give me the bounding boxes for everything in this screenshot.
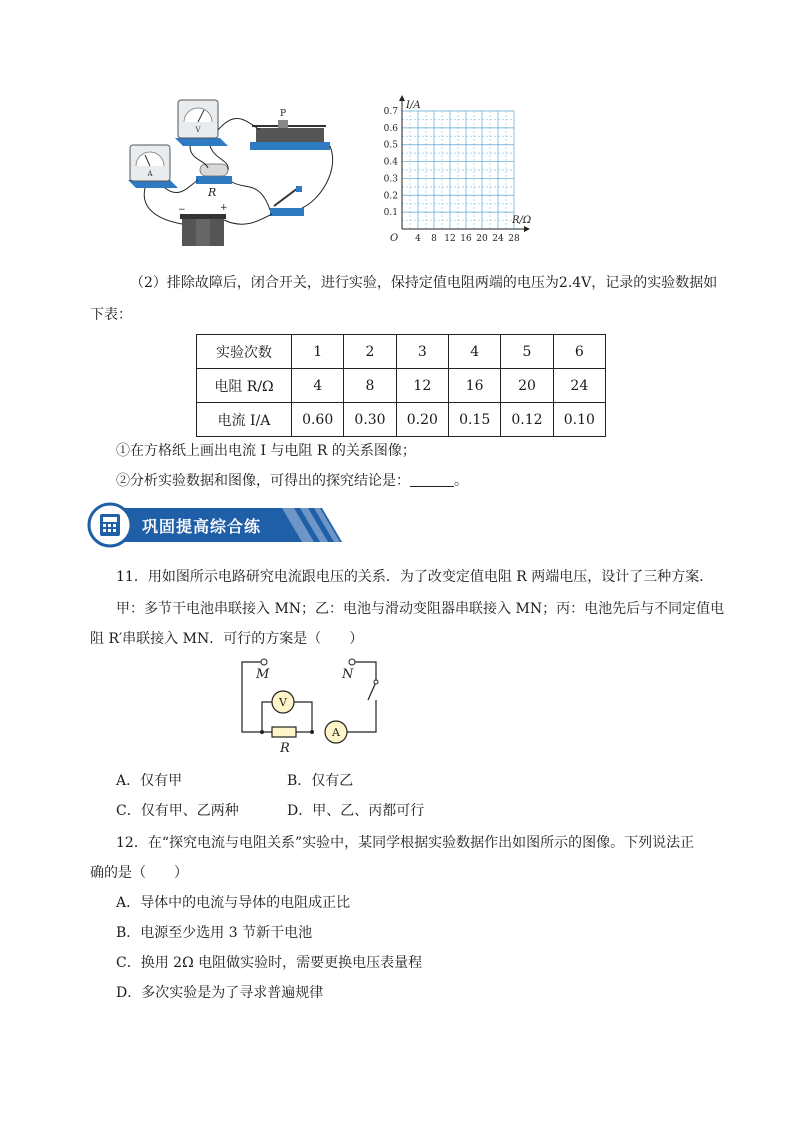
table-cell: 16 (448, 369, 500, 403)
svg-text:A: A (147, 170, 153, 178)
switch-icon (270, 186, 304, 216)
answer-blank (410, 472, 454, 487)
subquestion-2 (116, 470, 468, 492)
subquestion-1: ①在方格纸上画出电流 I 与电阻 R 的关系图像； (116, 443, 416, 459)
y-tick-label: 0.4 (383, 157, 398, 168)
resistor-icon (196, 164, 232, 199)
q12-option-a[interactable]: A．导体中的电流与导体的电阻成正比 (116, 895, 351, 911)
data-table (196, 334, 606, 437)
table-cell: 0.15 (448, 403, 500, 437)
table-cell: 5 (501, 335, 553, 369)
q11-option-a[interactable]: A．仅有甲 (116, 773, 183, 789)
table-cell: 12 (396, 369, 448, 403)
q11-circuit-diagram (236, 656, 386, 756)
y-tick-label: 0.5 (383, 140, 398, 151)
svg-text:V: V (279, 696, 287, 709)
table-cell: 20 (501, 369, 553, 403)
y-tick-label: 0.1 (383, 208, 398, 219)
part2-line2: 下表： (90, 307, 132, 323)
table-cell: 3 (396, 335, 448, 369)
svg-text:−: − (178, 205, 186, 215)
x-tick-label: 4 (415, 234, 421, 244)
y-tick-label: 0.2 (383, 191, 398, 202)
svg-text:P: P (280, 109, 287, 119)
subquestion-2-end: 。 (454, 473, 468, 489)
voltmeter-icon (175, 100, 228, 146)
subquestion-2-text: ②分析实验数据和图像，可得出的探究结论是： (116, 473, 410, 489)
q12-option-d[interactable]: D．多次实验是为了寻求普遍规律 (116, 985, 324, 1001)
q11-line1: 11．用如图所示电路研究电流跟电压的关系．为了改变定值电阻 R 两端电压，设计了三种方案． (116, 569, 714, 585)
q11-line3: 阻 R′串联接入 MN．可行的方案是（ ） (90, 631, 364, 647)
y-axis-arrow (399, 95, 405, 101)
table-row (197, 335, 606, 369)
table-cell: 2 (344, 335, 396, 369)
table-cell: 电阻 R/Ω (197, 369, 292, 403)
svg-text:N: N (342, 667, 354, 682)
calculator-icon (100, 514, 120, 536)
q12-option-c[interactable]: C．换用 2Ω 电阻做实验时，需要更换电压表量程 (116, 955, 423, 971)
banner-title: 巩固提高综合练 (142, 517, 262, 536)
resistor-symbol (272, 727, 296, 737)
battery-icon (178, 203, 228, 246)
table-cell: 0.30 (344, 403, 396, 437)
table-cell: 电流 I/A (197, 403, 292, 437)
ammeter-icon (128, 145, 178, 188)
q12-option-b[interactable]: B．电源至少选用 3 节新干电池 (116, 925, 313, 941)
q12-line2: 确的是（ ） (90, 865, 188, 881)
x-tick-label: 8 (431, 234, 437, 244)
q12-line1: 12．在“探究电流与电阻关系”实验中，某同学根据实验数据作出如图所示的图像。下列说法正 (116, 835, 695, 851)
table-cell: 4 (292, 369, 344, 403)
table-cell: 实验次数 (197, 335, 292, 369)
table-cell: 0.60 (292, 403, 344, 437)
q11-line2: 甲：多节干电池串联接入 MN；乙：电池与滑动变阻器串联接入 MN；丙：电池先后与不同定值电 (116, 601, 725, 617)
rheostat-icon (250, 109, 330, 150)
q11-option-d[interactable]: D．甲、乙、丙都可行 (287, 803, 425, 819)
origin-label: O (390, 233, 399, 244)
table-cell: 1 (292, 335, 344, 369)
table-cell: 6 (553, 335, 605, 369)
x-tick-label: 16 (460, 234, 472, 244)
q11-option-b[interactable]: B．仅有乙 (287, 773, 354, 789)
x-tick-label: 20 (476, 234, 488, 244)
table-cell: 8 (344, 369, 396, 403)
svg-text:R: R (280, 741, 290, 756)
y-tick-label: 0.7 (383, 107, 398, 117)
x-tick-label: 12 (444, 234, 456, 244)
svg-text:A: A (332, 726, 340, 739)
table-cell: 0.12 (501, 403, 553, 437)
svg-text:+: + (220, 203, 228, 213)
x-axis-arrow (524, 226, 530, 232)
svg-text:R: R (208, 186, 217, 199)
table-row (197, 369, 606, 403)
circuit-apparatus-illustration (120, 90, 350, 250)
x-axis-label: R/Ω (512, 215, 532, 226)
y-axis-label: I/A (406, 100, 421, 111)
q11-option-c[interactable]: C．仅有甲、乙两种 (116, 803, 239, 819)
table-cell: 0.10 (553, 403, 605, 437)
table-cell: 0.20 (396, 403, 448, 437)
current-resistance-graph (370, 92, 550, 252)
table-row (197, 403, 606, 437)
table-cell: 24 (553, 369, 605, 403)
y-tick-label: 0.3 (383, 174, 398, 185)
part2-line1: （2）排除故障后，闭合开关，进行实验，保持定值电阻两端的电压为2.4V，记录的实验数据如 (130, 275, 718, 291)
y-tick-label: 0.6 (383, 123, 398, 134)
x-tick-label: 24 (492, 234, 504, 244)
x-tick-label: 28 (508, 234, 520, 244)
svg-text:V: V (195, 126, 201, 134)
table-cell: 4 (448, 335, 500, 369)
svg-text:M: M (256, 667, 270, 682)
